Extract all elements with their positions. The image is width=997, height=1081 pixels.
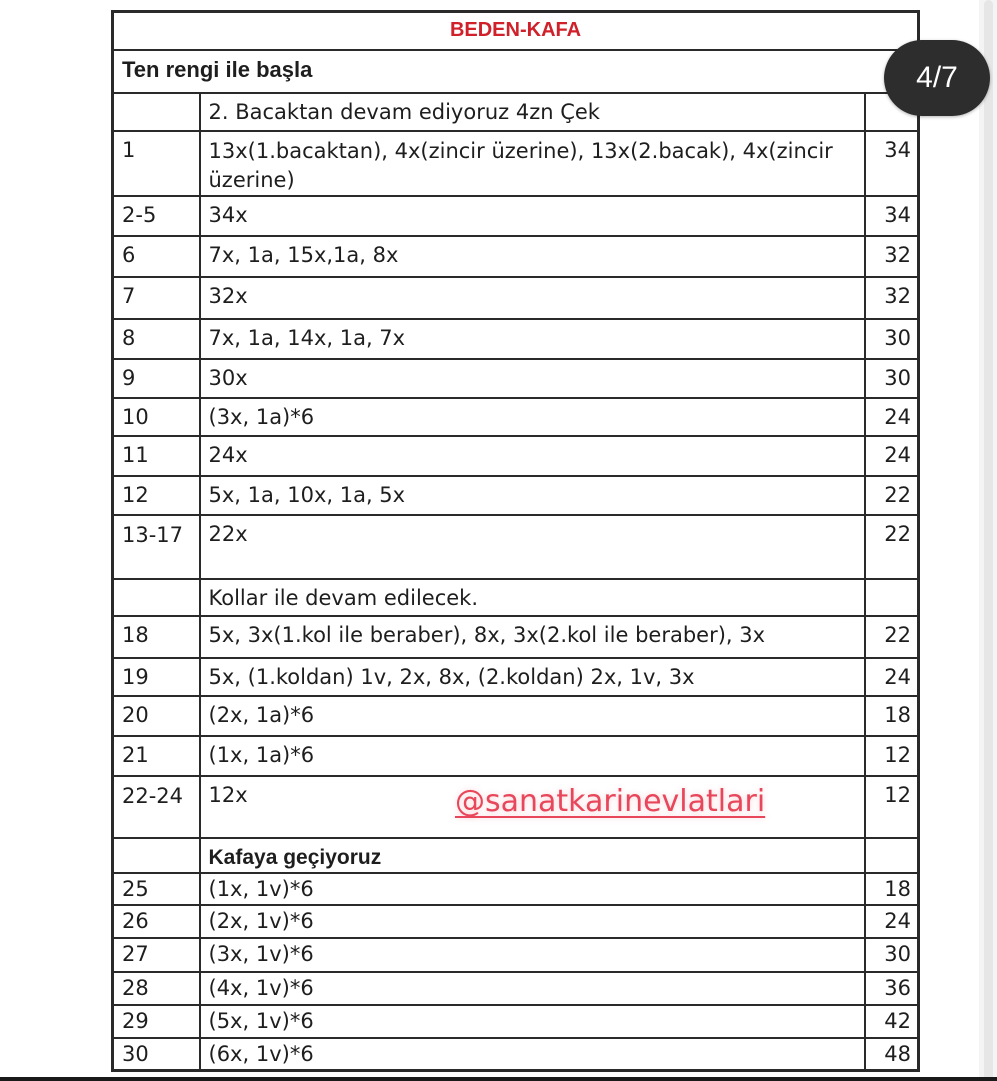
instruction-cell: 7x, 1a, 15x,1a, 8x [200,236,865,277]
round-cell: 28 [113,972,200,1005]
round-cell: 13-17 [113,515,200,579]
table-title: BEDEN-KAFA [113,12,919,51]
table-title-row [113,12,919,51]
stitch-count-cell: 30 [865,319,919,359]
stitch-count-cell: 34 [865,131,919,196]
stitch-count-cell: 24 [865,905,919,938]
table-row [113,277,919,319]
stitch-count-cell: 30 [865,359,919,398]
instruction-cell: (6x, 1v)*6 [200,1038,865,1070]
table-row [113,436,919,476]
round-cell [113,838,200,873]
round-cell: 7 [113,277,200,319]
table-row [113,736,919,776]
instruction-cell: (4x, 1v)*6 [200,972,865,1005]
stitch-count-cell: 22 [865,515,919,579]
table-row [113,476,919,515]
instruction-cell: (3x, 1a)*6 [200,398,865,436]
stitch-count-cell: 18 [865,873,919,905]
round-cell: 9 [113,359,200,398]
round-cell: 26 [113,905,200,938]
table-row [113,616,919,658]
round-cell: 1 [113,131,200,196]
table-row [113,1005,919,1038]
instruction-cell: 2. Bacaktan devam ediyoruz 4zn Çek [200,93,865,131]
instruction-cell: 13x(1.bacaktan), 4x(zincir üzerine), 13x(2.bacak), 4x(zincir üzerine) [200,131,865,196]
page-indicator-text: 4/7 [916,61,958,94]
table-row [113,658,919,696]
round-cell: 2-5 [113,196,200,236]
stitch-count-cell: 22 [865,616,919,658]
round-cell: 30 [113,1038,200,1070]
stitch-count-cell: 36 [865,972,919,1005]
table-row [113,359,919,398]
stitch-count-cell: 12 [865,776,919,838]
stitch-count-cell: 24 [865,658,919,696]
round-cell: 11 [113,436,200,476]
round-cell: 27 [113,938,200,972]
instruction-cell: 34x [200,196,865,236]
instruction-cell: 5x, 1a, 10x, 1a, 5x [200,476,865,515]
start-note: Ten rengi ile başla [113,50,919,93]
stitch-count-cell: 18 [865,696,919,736]
pattern-table [111,10,920,1072]
round-cell: 12 [113,476,200,515]
round-cell: 22-24 [113,776,200,838]
scrollbar-thumb[interactable] [984,0,993,1081]
instruction-cell: 22x [200,515,865,579]
table-row [113,131,919,196]
table-row [113,938,919,972]
stitch-count-cell [865,579,919,616]
page-indicator-badge [884,40,990,116]
stitch-count-cell: 24 [865,398,919,436]
instruction-cell: (1x, 1a)*6 [200,736,865,776]
instruction-cell: (2x, 1v)*6 [200,905,865,938]
round-cell: 20 [113,696,200,736]
round-cell: 19 [113,658,200,696]
bottom-divider [0,1077,997,1081]
stitch-count-cell: 22 [865,476,919,515]
instruction-cell: 32x [200,277,865,319]
instruction-cell: 7x, 1a, 14x, 1a, 7x [200,319,865,359]
instruction-cell: (1x, 1v)*6 [200,873,865,905]
table-row [113,579,919,616]
round-cell: 10 [113,398,200,436]
round-cell [113,579,200,616]
instruction-cell: 5x, (1.koldan) 1v, 2x, 8x, (2.koldan) 2x, 1v, 3x [200,658,865,696]
round-cell: 18 [113,616,200,658]
instruction-cell: 12x [200,776,865,838]
table-row [113,236,919,277]
instruction-cell: Kollar ile devam edilecek. [200,579,865,616]
stitch-count-cell: 32 [865,277,919,319]
stitch-count-cell: 30 [865,938,919,972]
table-row [113,838,919,873]
stitch-count-cell [865,838,919,873]
table-row [113,196,919,236]
table-row [113,1038,919,1070]
round-cell: 25 [113,873,200,905]
round-cell [113,93,200,131]
instruction-cell: 5x, 3x(1.kol ile beraber), 8x, 3x(2.kol ile beraber), 3x [200,616,865,658]
table-row [113,696,919,736]
round-cell: 29 [113,1005,200,1038]
table-row [113,319,919,359]
round-cell: 6 [113,236,200,277]
stitch-count-cell: 24 [865,436,919,476]
table-row [113,873,919,905]
watermark-handle: @sanatkarinevlatlari [455,784,766,819]
stitch-count-cell: 12 [865,736,919,776]
instruction-cell: (2x, 1a)*6 [200,696,865,736]
stitch-count-cell: 42 [865,1005,919,1038]
round-cell: 8 [113,319,200,359]
instruction-cell: (5x, 1v)*6 [200,1005,865,1038]
stitch-count-cell: 32 [865,236,919,277]
instruction-cell: (3x, 1v)*6 [200,938,865,972]
section-heading-cell: Kafaya geçiyoruz [200,838,865,873]
stitch-count-cell: 48 [865,1038,919,1070]
table-row [113,972,919,1005]
start-note-row [113,50,919,93]
table-row [113,905,919,938]
table-row [113,398,919,436]
round-cell: 21 [113,736,200,776]
scrollbar-track[interactable] [979,0,997,1081]
table-row [113,515,919,579]
instruction-cell: 24x [200,436,865,476]
table-row [113,93,919,131]
stitch-count-cell: 34 [865,196,919,236]
instruction-cell: 30x [200,359,865,398]
